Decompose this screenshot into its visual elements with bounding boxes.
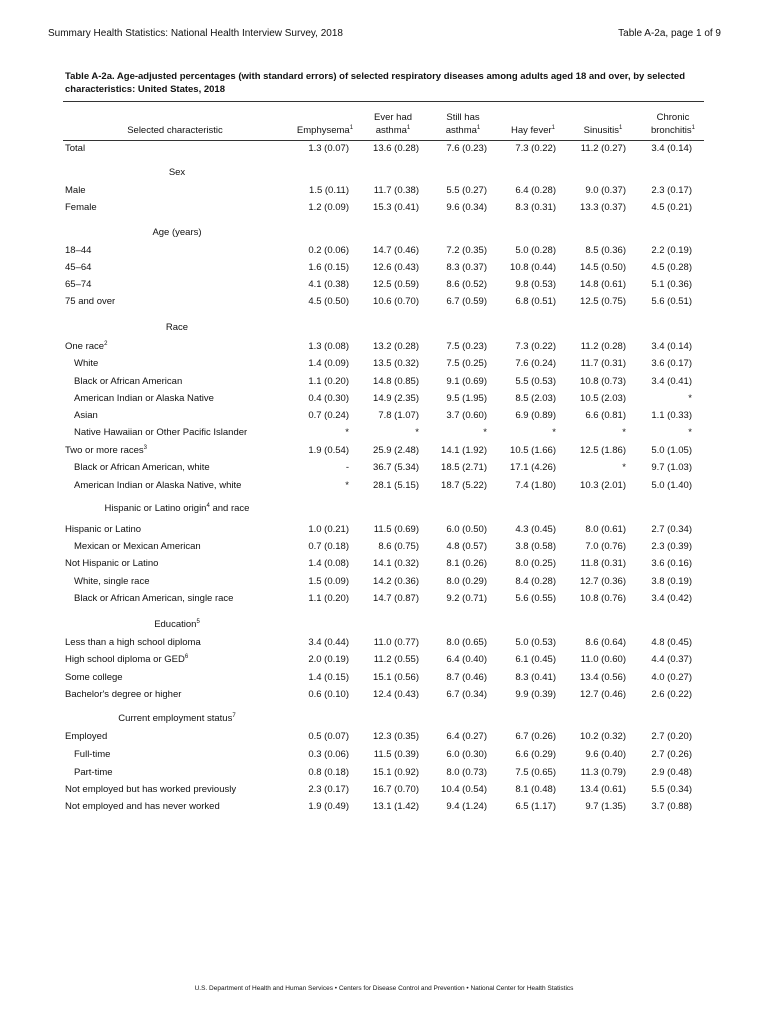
cell-hay-fever: 6.1 (0.45) bbox=[515, 654, 556, 665]
cell-chronic-bronchitis: 2.7 (0.20) bbox=[651, 731, 692, 742]
cell-chronic-bronchitis: 3.6 (0.17) bbox=[651, 358, 692, 369]
cell-sinusitis: 12.5 (0.75) bbox=[580, 296, 626, 307]
cell-ever-asthma: 12.3 (0.35) bbox=[373, 731, 419, 742]
cell-still-asthma: 6.4 (0.40) bbox=[446, 654, 487, 665]
table-row bbox=[0, 202, 768, 218]
row-label: Two or more races$^3$ bbox=[65, 444, 148, 456]
cell-emphysema: 0.4 (0.30) bbox=[308, 393, 349, 404]
cell-sinusitis: 10.3 (2.01) bbox=[580, 480, 626, 491]
cell-sinusitis: 11.3 (0.79) bbox=[580, 767, 626, 778]
row-label: 65–74 bbox=[65, 279, 92, 290]
cell-ever-asthma: 11.2 (0.55) bbox=[373, 654, 419, 665]
cell-sinusitis: 11.7 (0.31) bbox=[580, 358, 626, 369]
cell-sinusitis: 12.7 (0.36) bbox=[580, 576, 626, 587]
cell-sinusitis: 14.8 (0.61) bbox=[580, 279, 626, 290]
cell-sinusitis: 10.5 (2.03) bbox=[580, 393, 626, 404]
cell-hay-fever: 10.5 (1.66) bbox=[510, 445, 556, 456]
cell-hay-fever: 5.0 (0.53) bbox=[515, 637, 556, 648]
cell-chronic-bronchitis: 2.7 (0.26) bbox=[651, 749, 692, 760]
column-header-still-asthma: Still has asthma$^1$ bbox=[445, 112, 481, 136]
cell-ever-asthma: 14.8 (0.85) bbox=[373, 376, 419, 387]
row-label: Not employed and has never worked bbox=[65, 801, 220, 812]
cell-sinusitis: 9.6 (0.40) bbox=[585, 749, 626, 760]
cell-chronic-bronchitis: 3.4 (0.14) bbox=[651, 341, 692, 352]
table-row bbox=[0, 749, 768, 765]
cell-hay-fever: 8.4 (0.28) bbox=[515, 576, 556, 587]
section-heading-age: Age (years) bbox=[152, 227, 202, 238]
cell-ever-asthma: 13.1 (1.42) bbox=[373, 801, 419, 812]
cell-ever-asthma: 14.9 (2.35) bbox=[373, 393, 419, 404]
table-header-rule bbox=[63, 140, 704, 141]
cell-chronic-bronchitis: * bbox=[688, 427, 692, 438]
cell-ever-asthma: * bbox=[415, 427, 419, 438]
cell-sinusitis: 12.7 (0.46) bbox=[580, 689, 626, 700]
table-row bbox=[0, 427, 768, 443]
cell-hay-fever: * bbox=[552, 427, 556, 438]
row-label: Mexican or Mexican American bbox=[74, 541, 201, 552]
cell-hay-fever: 9.9 (0.39) bbox=[515, 689, 556, 700]
cell-ever-asthma: 28.1 (5.15) bbox=[373, 480, 419, 491]
table-row bbox=[0, 143, 768, 159]
cell-chronic-bronchitis: 2.9 (0.48) bbox=[651, 767, 692, 778]
cell-sinusitis: 13.3 (0.37) bbox=[580, 202, 626, 213]
cell-ever-asthma: 16.7 (0.70) bbox=[373, 784, 419, 795]
cell-hay-fever: 5.5 (0.53) bbox=[515, 376, 556, 387]
cell-still-asthma: 8.0 (0.65) bbox=[446, 637, 487, 648]
row-label: Not Hispanic or Latino bbox=[65, 558, 159, 569]
row-label: Not employed but has worked previously bbox=[65, 784, 237, 795]
cell-emphysema: 0.6 (0.10) bbox=[308, 689, 349, 700]
column-header-ever-asthma: Ever had asthma$^1$ bbox=[373, 112, 413, 136]
row-label: Hispanic or Latino bbox=[65, 524, 142, 535]
cell-chronic-bronchitis: 2.3 (0.39) bbox=[651, 541, 692, 552]
cell-sinusitis: 10.8 (0.76) bbox=[580, 593, 626, 604]
cell-sinusitis: 8.0 (0.61) bbox=[585, 524, 626, 535]
cell-hay-fever: 4.3 (0.45) bbox=[515, 524, 556, 535]
cell-ever-asthma: 25.9 (2.48) bbox=[373, 445, 419, 456]
cell-emphysema: 1.6 (0.15) bbox=[308, 262, 349, 273]
cell-chronic-bronchitis: * bbox=[688, 393, 692, 404]
cell-chronic-bronchitis: 5.5 (0.34) bbox=[651, 784, 692, 795]
cell-hay-fever: 9.8 (0.53) bbox=[515, 279, 556, 290]
running-header-title: Summary Health Statistics: National Health Interview Survey, 2018 bbox=[48, 28, 343, 39]
cell-chronic-bronchitis: 2.7 (0.34) bbox=[651, 524, 692, 535]
cell-chronic-bronchitis: 5.0 (1.05) bbox=[651, 445, 692, 456]
cell-hay-fever: 7.4 (1.80) bbox=[515, 480, 556, 491]
row-label: 45–64 bbox=[65, 262, 92, 273]
cell-emphysema: 0.7 (0.18) bbox=[308, 541, 349, 552]
table-row bbox=[0, 767, 768, 783]
cell-chronic-bronchitis: 5.0 (1.40) bbox=[651, 480, 692, 491]
cell-hay-fever: 6.4 (0.28) bbox=[515, 185, 556, 196]
cell-ever-asthma: 14.1 (0.32) bbox=[373, 558, 419, 569]
cell-still-asthma: 18.7 (5.22) bbox=[441, 480, 487, 491]
table-title: Table A-2a. Age-adjusted percentages (with standard errors) of selected respiratory diseases among adults aged 18 and over, by selected characteristics: United States, 2018 bbox=[65, 71, 685, 95]
cell-hay-fever: 6.6 (0.29) bbox=[515, 749, 556, 760]
cell-still-asthma: 6.7 (0.34) bbox=[446, 689, 487, 700]
row-label: Black or African American, white bbox=[74, 462, 210, 473]
cell-still-asthma: 8.7 (0.46) bbox=[446, 672, 487, 683]
cell-sinusitis: 7.0 (0.76) bbox=[585, 541, 626, 552]
cell-chronic-bronchitis: 5.1 (0.36) bbox=[651, 279, 692, 290]
cell-hay-fever: 8.1 (0.48) bbox=[515, 784, 556, 795]
cell-hay-fever: 7.6 (0.24) bbox=[515, 358, 556, 369]
cell-chronic-bronchitis: 3.4 (0.42) bbox=[651, 593, 692, 604]
column-header-emphysema: Emphysema$^1$ bbox=[296, 124, 354, 136]
cell-still-asthma: 8.0 (0.73) bbox=[446, 767, 487, 778]
table-row bbox=[0, 731, 768, 747]
table-row bbox=[0, 480, 768, 496]
column-header-chronic-bronchitis: Chronic bronchitis$^1$ bbox=[650, 112, 695, 136]
cell-still-asthma: 4.8 (0.57) bbox=[446, 541, 487, 552]
cell-still-asthma: 9.1 (0.69) bbox=[446, 376, 487, 387]
cell-emphysema: 4.1 (0.38) bbox=[308, 279, 349, 290]
cell-emphysema: 1.5 (0.09) bbox=[308, 576, 349, 587]
row-label: White, single race bbox=[74, 576, 150, 587]
cell-emphysema: 4.5 (0.50) bbox=[308, 296, 349, 307]
cell-emphysema: * bbox=[345, 480, 349, 491]
cell-still-asthma: 5.5 (0.27) bbox=[446, 185, 487, 196]
cell-chronic-bronchitis: 4.4 (0.37) bbox=[651, 654, 692, 665]
cell-hay-fever: 5.0 (0.28) bbox=[515, 245, 556, 256]
cell-sinusitis: 13.4 (0.56) bbox=[580, 672, 626, 683]
table-row bbox=[0, 593, 768, 609]
cell-emphysema: 1.2 (0.09) bbox=[308, 202, 349, 213]
cell-hay-fever: 10.8 (0.44) bbox=[510, 262, 556, 273]
table-row bbox=[0, 541, 768, 557]
cell-hay-fever: 7.3 (0.22) bbox=[515, 341, 556, 352]
column-header-hay-fever: Hay fever$^1$ bbox=[511, 124, 555, 136]
cell-ever-asthma: 7.8 (1.07) bbox=[378, 410, 419, 421]
table-row bbox=[0, 524, 768, 540]
cell-still-asthma: 8.6 (0.52) bbox=[446, 279, 487, 290]
cell-still-asthma: 6.7 (0.59) bbox=[446, 296, 487, 307]
cell-ever-asthma: 11.5 (0.69) bbox=[373, 524, 419, 535]
cell-chronic-bronchitis: 4.5 (0.28) bbox=[651, 262, 692, 273]
section-heading-hispanic-origin: Hispanic or Latino origin$^4$ and race bbox=[104, 502, 250, 514]
cell-hay-fever: 6.8 (0.51) bbox=[515, 296, 556, 307]
table-row bbox=[0, 296, 768, 312]
cell-still-asthma: * bbox=[483, 427, 487, 438]
cell-emphysema: 1.4 (0.15) bbox=[308, 672, 349, 683]
cell-still-asthma: 7.6 (0.23) bbox=[446, 143, 487, 154]
cell-still-asthma: 10.4 (0.54) bbox=[441, 784, 487, 795]
table-row bbox=[0, 689, 768, 705]
cell-hay-fever: 6.5 (1.17) bbox=[515, 801, 556, 812]
cell-emphysema: * bbox=[345, 427, 349, 438]
cell-emphysema: 0.5 (0.07) bbox=[308, 731, 349, 742]
cell-hay-fever: 6.7 (0.26) bbox=[515, 731, 556, 742]
table-row bbox=[0, 341, 768, 357]
cell-sinusitis: 6.6 (0.81) bbox=[585, 410, 626, 421]
cell-still-asthma: 9.5 (1.95) bbox=[446, 393, 487, 404]
cell-sinusitis: 11.8 (0.31) bbox=[580, 558, 626, 569]
cell-emphysema: 1.9 (0.49) bbox=[308, 801, 349, 812]
cell-emphysema: 1.3 (0.07) bbox=[308, 143, 349, 154]
column-header-sinusitis: Sinusitis$^1$ bbox=[583, 124, 623, 136]
cell-sinusitis: 14.5 (0.50) bbox=[580, 262, 626, 273]
cell-still-asthma: 8.3 (0.37) bbox=[446, 262, 487, 273]
row-label: Some college bbox=[65, 672, 123, 683]
cell-hay-fever: 7.3 (0.22) bbox=[515, 143, 556, 154]
section-heading-employment: Current employment status$^7$ bbox=[118, 712, 236, 724]
cell-still-asthma: 7.5 (0.23) bbox=[446, 341, 487, 352]
cell-still-asthma: 6.0 (0.30) bbox=[446, 749, 487, 760]
cell-ever-asthma: 14.7 (0.46) bbox=[373, 245, 419, 256]
cell-still-asthma: 18.5 (2.71) bbox=[441, 462, 487, 473]
cell-chronic-bronchitis: 5.6 (0.51) bbox=[651, 296, 692, 307]
row-label: Female bbox=[65, 202, 97, 213]
cell-ever-asthma: 11.5 (0.39) bbox=[373, 749, 419, 760]
cell-still-asthma: 6.4 (0.27) bbox=[446, 731, 487, 742]
table-row bbox=[0, 576, 768, 592]
cell-emphysema: 1.3 (0.08) bbox=[308, 341, 349, 352]
row-label: Black or African American, single race bbox=[74, 593, 234, 604]
page-footer: U.S. Department of Health and Human Services • Centers for Disease Control and Prevention • National Center for Health Statistics bbox=[194, 985, 574, 992]
cell-sinusitis: 8.6 (0.64) bbox=[585, 637, 626, 648]
row-label: High school diploma or GED$^6$ bbox=[65, 653, 189, 665]
cell-chronic-bronchitis: 2.2 (0.19) bbox=[651, 245, 692, 256]
cell-chronic-bronchitis: 9.7 (1.03) bbox=[651, 462, 692, 473]
cell-hay-fever: 6.9 (0.89) bbox=[515, 410, 556, 421]
cell-still-asthma: 9.6 (0.34) bbox=[446, 202, 487, 213]
cell-chronic-bronchitis: 3.6 (0.16) bbox=[651, 558, 692, 569]
row-label: Part-time bbox=[74, 767, 113, 778]
row-label: White bbox=[74, 358, 99, 369]
cell-hay-fever: 3.8 (0.58) bbox=[515, 541, 556, 552]
row-label: American Indian or Alaska Native, white bbox=[74, 480, 242, 491]
cell-sinusitis: 9.0 (0.37) bbox=[585, 185, 626, 196]
cell-emphysema: 1.1 (0.20) bbox=[308, 376, 349, 387]
cell-ever-asthma: 10.6 (0.70) bbox=[373, 296, 419, 307]
cell-ever-asthma: 11.7 (0.38) bbox=[373, 185, 419, 196]
cell-chronic-bronchitis: 4.0 (0.27) bbox=[651, 672, 692, 683]
cell-hay-fever: 8.3 (0.31) bbox=[515, 202, 556, 213]
cell-still-asthma: 14.1 (1.92) bbox=[441, 445, 487, 456]
section-heading-sex: Sex bbox=[168, 167, 186, 178]
cell-hay-fever: 17.1 (4.26) bbox=[510, 462, 556, 473]
cell-ever-asthma: 12.5 (0.59) bbox=[373, 279, 419, 290]
section-heading-race: Race bbox=[165, 322, 189, 333]
cell-ever-asthma: 36.7 (5.34) bbox=[373, 462, 419, 473]
cell-still-asthma: 7.2 (0.35) bbox=[446, 245, 487, 256]
cell-sinusitis: 12.5 (1.86) bbox=[580, 445, 626, 456]
row-label: 75 and over bbox=[65, 296, 116, 307]
row-label: 18–44 bbox=[65, 245, 92, 256]
row-label: Male bbox=[65, 185, 86, 196]
cell-hay-fever: 5.6 (0.55) bbox=[515, 593, 556, 604]
cell-chronic-bronchitis: 2.6 (0.22) bbox=[651, 689, 692, 700]
cell-emphysema: 1.4 (0.09) bbox=[308, 358, 349, 369]
table-row bbox=[0, 558, 768, 574]
section-heading-education: Education$^5$ bbox=[154, 618, 200, 630]
cell-ever-asthma: 11.0 (0.77) bbox=[373, 637, 419, 648]
cell-sinusitis: 11.0 (0.60) bbox=[580, 654, 626, 665]
cell-emphysema: 2.0 (0.19) bbox=[308, 654, 349, 665]
cell-emphysema: 0.3 (0.06) bbox=[308, 749, 349, 760]
cell-hay-fever: 8.3 (0.41) bbox=[515, 672, 556, 683]
cell-chronic-bronchitis: 3.4 (0.41) bbox=[651, 376, 692, 387]
row-label: Bachelor's degree or higher bbox=[65, 689, 182, 700]
cell-sinusitis: 10.2 (0.32) bbox=[580, 731, 626, 742]
cell-emphysema: 0.2 (0.06) bbox=[308, 245, 349, 256]
cell-still-asthma: 8.1 (0.26) bbox=[446, 558, 487, 569]
cell-sinusitis: 8.5 (0.36) bbox=[585, 245, 626, 256]
table-row bbox=[0, 376, 768, 392]
cell-hay-fever: 7.5 (0.65) bbox=[515, 767, 556, 778]
cell-sinusitis: 11.2 (0.28) bbox=[580, 341, 626, 352]
cell-ever-asthma: 12.4 (0.43) bbox=[373, 689, 419, 700]
table-row bbox=[0, 393, 768, 409]
cell-sinusitis: * bbox=[622, 462, 626, 473]
table-row bbox=[0, 245, 768, 261]
table-row bbox=[0, 654, 768, 670]
cell-still-asthma: 3.7 (0.60) bbox=[446, 410, 487, 421]
cell-chronic-bronchitis: 4.5 (0.21) bbox=[651, 202, 692, 213]
cell-still-asthma: 9.2 (0.71) bbox=[446, 593, 487, 604]
table-top-rule bbox=[63, 101, 704, 102]
cell-emphysema: 1.0 (0.21) bbox=[308, 524, 349, 535]
table-row bbox=[0, 185, 768, 201]
table-row bbox=[0, 262, 768, 278]
row-label: Full-time bbox=[74, 749, 111, 760]
cell-sinusitis: 11.2 (0.27) bbox=[580, 143, 626, 154]
cell-sinusitis: 13.4 (0.61) bbox=[580, 784, 626, 795]
table-row bbox=[0, 410, 768, 426]
table-row bbox=[0, 672, 768, 688]
cell-hay-fever: 8.0 (0.25) bbox=[515, 558, 556, 569]
cell-ever-asthma: 15.1 (0.56) bbox=[373, 672, 419, 683]
cell-ever-asthma: 13.6 (0.28) bbox=[373, 143, 419, 154]
cell-ever-asthma: 14.7 (0.87) bbox=[373, 593, 419, 604]
row-label: One race$^2$ bbox=[65, 340, 108, 352]
cell-emphysema: 0.8 (0.18) bbox=[308, 767, 349, 778]
cell-chronic-bronchitis: 3.8 (0.19) bbox=[651, 576, 692, 587]
cell-emphysema: 3.4 (0.44) bbox=[308, 637, 349, 648]
cell-ever-asthma: 8.6 (0.75) bbox=[378, 541, 419, 552]
cell-chronic-bronchitis: 3.4 (0.14) bbox=[651, 143, 692, 154]
cell-chronic-bronchitis: 1.1 (0.33) bbox=[651, 410, 692, 421]
row-label: Less than a high school diploma bbox=[65, 637, 201, 648]
cell-hay-fever: 8.5 (2.03) bbox=[515, 393, 556, 404]
cell-chronic-bronchitis: 3.7 (0.88) bbox=[651, 801, 692, 812]
cell-ever-asthma: 14.2 (0.36) bbox=[373, 576, 419, 587]
cell-sinusitis: 10.8 (0.73) bbox=[580, 376, 626, 387]
cell-ever-asthma: 13.2 (0.28) bbox=[373, 341, 419, 352]
row-label: Employed bbox=[65, 731, 108, 742]
cell-chronic-bronchitis: 4.8 (0.45) bbox=[651, 637, 692, 648]
cell-sinusitis: 9.7 (1.35) bbox=[585, 801, 626, 812]
cell-ever-asthma: 15.1 (0.92) bbox=[373, 767, 419, 778]
cell-emphysema: - bbox=[345, 462, 349, 473]
cell-emphysema: 1.4 (0.08) bbox=[308, 558, 349, 569]
cell-sinusitis: * bbox=[622, 427, 626, 438]
cell-emphysema: 2.3 (0.17) bbox=[308, 784, 349, 795]
cell-emphysema: 0.7 (0.24) bbox=[308, 410, 349, 421]
cell-still-asthma: 8.0 (0.29) bbox=[446, 576, 487, 587]
table-row bbox=[0, 801, 768, 817]
cell-emphysema: 1.1 (0.20) bbox=[308, 593, 349, 604]
running-header-page: Table A-2a, page 1 of 9 bbox=[618, 28, 721, 39]
cell-still-asthma: 9.4 (1.24) bbox=[446, 801, 487, 812]
table-row bbox=[0, 462, 768, 478]
column-header-characteristic: Selected characteristic bbox=[127, 125, 223, 136]
cell-ever-asthma: 13.5 (0.32) bbox=[373, 358, 419, 369]
table-row bbox=[0, 637, 768, 653]
table-row bbox=[0, 445, 768, 461]
cell-ever-asthma: 15.3 (0.41) bbox=[373, 202, 419, 213]
cell-still-asthma: 6.0 (0.50) bbox=[446, 524, 487, 535]
cell-emphysema: 1.5 (0.11) bbox=[309, 185, 349, 196]
table-row bbox=[0, 784, 768, 800]
cell-emphysema: 1.9 (0.54) bbox=[308, 445, 349, 456]
row-label: Native Hawaiian or Other Pacific Islander bbox=[74, 427, 248, 438]
row-label: Asian bbox=[74, 410, 98, 421]
table-row bbox=[0, 279, 768, 295]
cell-chronic-bronchitis: 2.3 (0.17) bbox=[651, 185, 692, 196]
row-label: Black or African American bbox=[74, 376, 183, 387]
table-row bbox=[0, 358, 768, 374]
cell-ever-asthma: 12.6 (0.43) bbox=[373, 262, 419, 273]
row-label: American Indian or Alaska Native bbox=[74, 393, 214, 404]
cell-still-asthma: 7.5 (0.25) bbox=[446, 358, 487, 369]
row-label: Total bbox=[65, 143, 86, 154]
